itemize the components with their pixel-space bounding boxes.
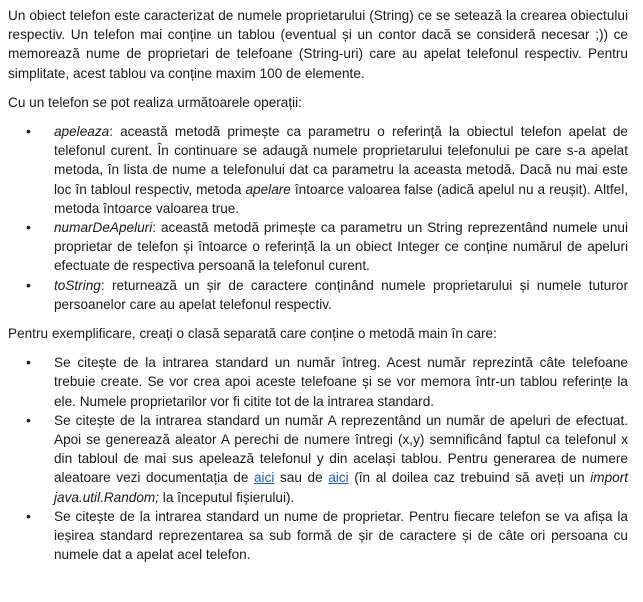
list-item-numardeapeluri [8, 218, 628, 276]
bullet-icon: • [26, 411, 31, 428]
list-item-tostring [8, 276, 628, 314]
step-text-end: la începutul fișierului). [159, 489, 295, 505]
doc-link-1[interactable]: aici [254, 470, 275, 486]
list-item-apeleaza [8, 122, 628, 218]
example-heading: Pentru exemplificare, creați o clasă separată care conține o metodă main în care: [8, 326, 497, 342]
import-statement: import java.util.Random; [54, 470, 629, 505]
method-name: toString [54, 277, 101, 293]
method-description-end: întoarce valoarea false (adică apelul nu a reușit). Altfel, metoda întoarce valoarea true. [54, 181, 628, 216]
intro-paragraph: Un obiect telefon este caracterizat de numele proprietarului (String) ce se setează la crearea obiectului respectiv. Un telefon mai conține un tablou (eventual și un contor dacă se consideră necesar ;)) ce memorează nume de proprietari de telefoane (String-uri) care au apelat telefonul respectiv. Pentru simplitate, acest tablou va conține maxim 100 de elemente. [8, 8, 628, 81]
steps-list [8, 353, 628, 564]
step-text: Se citește de la intrarea standard un număr întreg. Acest număr reprezintă câte telefoane trebuie create. Se vor crea apoi aceste telefoane și se vor memora într-un tablou referințe la ele. Numele proprietarilor vor fi citite tot de la intrarea standard. [54, 355, 628, 409]
document-body [8, 6, 628, 574]
step-text: Se citește de la intrarea standard un număr A reprezentând un număr de apeluri de efectuat. Apoi se generează aleator A perechi de numere întregi (x,y) semnificând faptul ca telefonul x din tabloul de mai sus apelează telefonul y din același tablou. Pentru generarea de numere aleatoare vezi documentația de [54, 412, 628, 486]
list-item-step-1 [8, 353, 628, 411]
list-item-step-3 [8, 507, 628, 565]
operations-heading: Cu un telefon se pot realiza următoarele operații: [8, 94, 302, 110]
step-text: Se citește de la intrarea standard un nume de proprietar. Pentru fiecare telefon se va afișa la ieșirea standard reprezentarea sa sub formă de șir de caractere și de câte ori persoana cu numele dat a apelat acel telefon. [54, 508, 628, 563]
bullet-icon: • [26, 507, 31, 524]
list-item-step-2 [8, 411, 628, 507]
doc-link-2[interactable]: aici [328, 470, 349, 486]
bullet-icon: • [26, 354, 31, 371]
step-text-note: (în al doilea caz trebuind să aveți un [348, 470, 591, 486]
method-description: : returnează un șir de caractere conținând numele proprietarului și numele tuturor persoanelor care au apelat telefonul respectiv. [54, 277, 628, 312]
bullet-icon: • [26, 219, 31, 236]
bullet-icon: • [26, 123, 31, 140]
method-name: numarDeApeluri [54, 220, 153, 236]
bullet-icon: • [26, 276, 31, 293]
method-description: : această metodă primește ca parametru o referință la obiectul telefon apelat de telefonul curent. În continuare se adaugă numele proprietarului telefonului pe care s-a apelat metoda, în lista de nume a telefonului dat ca parametru la aceasta metodă. Dacă nu mai este loc în tabloul respectiv, metoda [54, 124, 628, 197]
method-name: apeleaza [54, 124, 110, 140]
method-description: : această metodă primește ca parametru un String reprezentând numele unui proprietar de telefon și întoarce o referință la un obiect Integer ce conține numărul de apeluri efectuate de respectiva persoană la telefonul curent. [54, 220, 628, 274]
step-text-connector: sau de [274, 470, 329, 486]
operations-list [8, 122, 628, 314]
method-name-inline: apelare [245, 181, 291, 197]
